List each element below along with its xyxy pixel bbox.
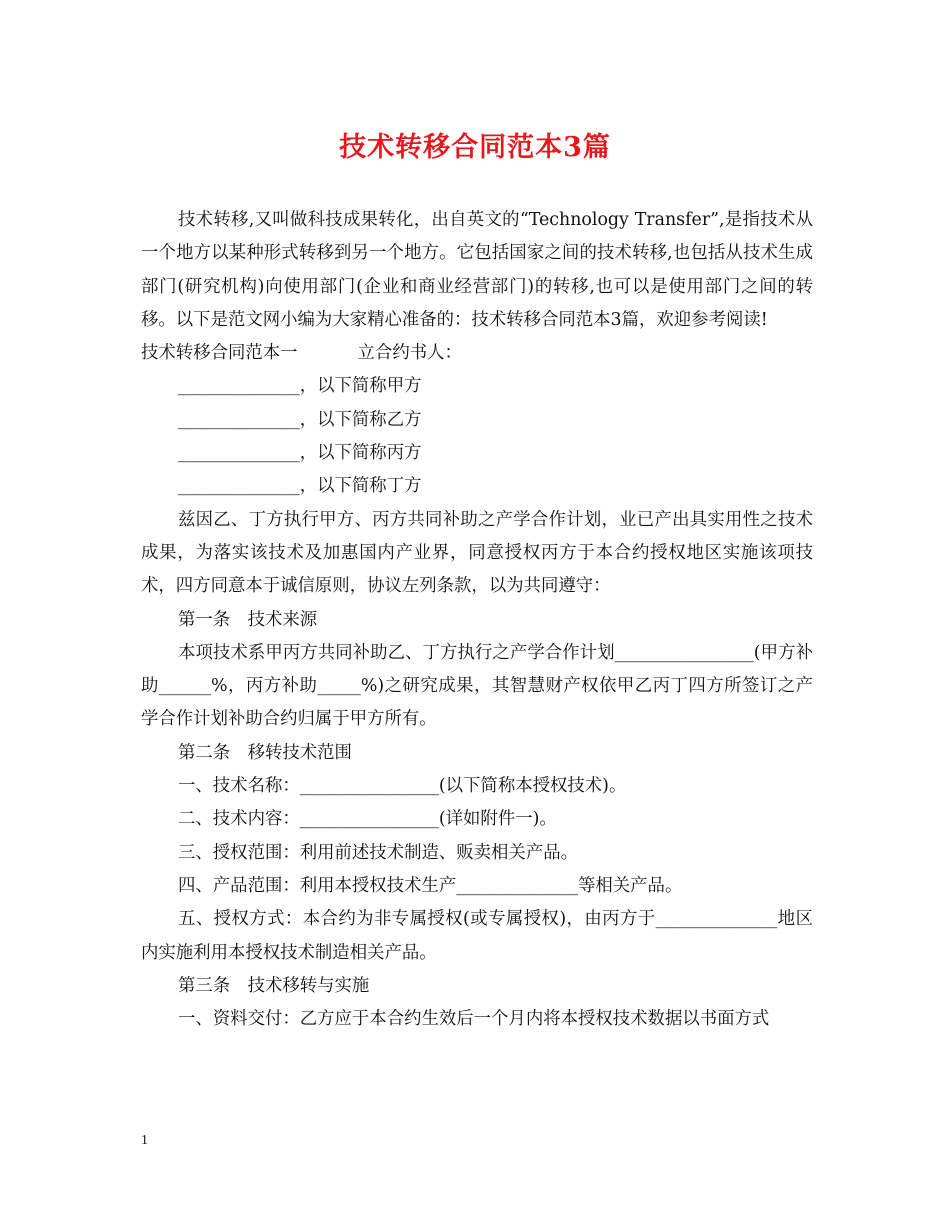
page-number: 1 bbox=[141, 1133, 148, 1148]
article2-item-5: 五、授权方式：本合约为非专属授权(或专属授权)，由丙方于______________地区内实施利用本授权技术制造相关产品。 bbox=[141, 909, 813, 963]
article2-title: 第二条 移转技术范围 bbox=[178, 742, 352, 763]
parties-label: 立合约书人： bbox=[357, 343, 462, 364]
article1-title: 第一条 技术来源 bbox=[178, 609, 318, 630]
article3-title: 第三条 技术移转与实施 bbox=[178, 975, 370, 996]
article1-text: 本项技术系甲丙方共同补助乙、丁方执行之产学合作计划________________(甲方补助______%，丙方补助_____%)之研究成果，其智慧财产权依甲乙丙丁四方所签订之产学合作计划补助合约归属于甲方所有。 bbox=[141, 642, 813, 730]
article2-item-4: 四、产品范围：利用本授权技术生产______________等相关产品。 bbox=[178, 875, 683, 896]
article2-item-3: 三、授权范围：利用前述技术制造、贩卖相关产品。 bbox=[178, 842, 578, 863]
party-line-c: ______________，以下简称丙方 bbox=[178, 443, 422, 464]
party-line-b: ______________，以下简称乙方 bbox=[178, 409, 422, 430]
article3-item-1: 一、资料交付：乙方应于本合约生效后一个月内将本授权技术数据以书面方式 bbox=[178, 1009, 770, 1030]
article2-item-2: 二、技术内容：________________(详如附件一)。 bbox=[178, 809, 557, 830]
section-heading-line bbox=[141, 337, 813, 370]
party-line-a: ______________，以下简称甲方 bbox=[178, 376, 422, 397]
document-title: 技术转移合同范本3篇 bbox=[339, 132, 611, 163]
preamble-paragraph: 兹因乙、丁方执行甲方、丙方共同补助之产学合作计划，业已产出具实用性之技术成果，为落实该技术及加惠国内产业界，同意授权丙方于本合约授权地区实施该项技术，四方同意本于诚信原则，协议左列条款，以为共同遵守： bbox=[141, 509, 813, 597]
article2-item-1: 一、技术名称：________________(以下简称本授权技术)。 bbox=[178, 776, 627, 797]
party-line-d: ______________，以下简称丁方 bbox=[178, 476, 422, 497]
section-heading: 技术转移合同范本一 bbox=[141, 343, 298, 364]
document-body bbox=[141, 204, 813, 1036]
intro-paragraph: 技术转移,又叫做科技成果转化，出自英文的“Technology Transfer”,是指技术从一个地方以某种形式转移到另一个地方。它包括国家之间的技术转移,也包括从技术生成部门(研究机构)向使用部门(企业和商业经营部门)的转移,也可以是使用部门之间的转移。以下是范文网小编为大家精心准备的：技术转移合同范本3篇，欢迎参考阅读! bbox=[141, 210, 813, 330]
